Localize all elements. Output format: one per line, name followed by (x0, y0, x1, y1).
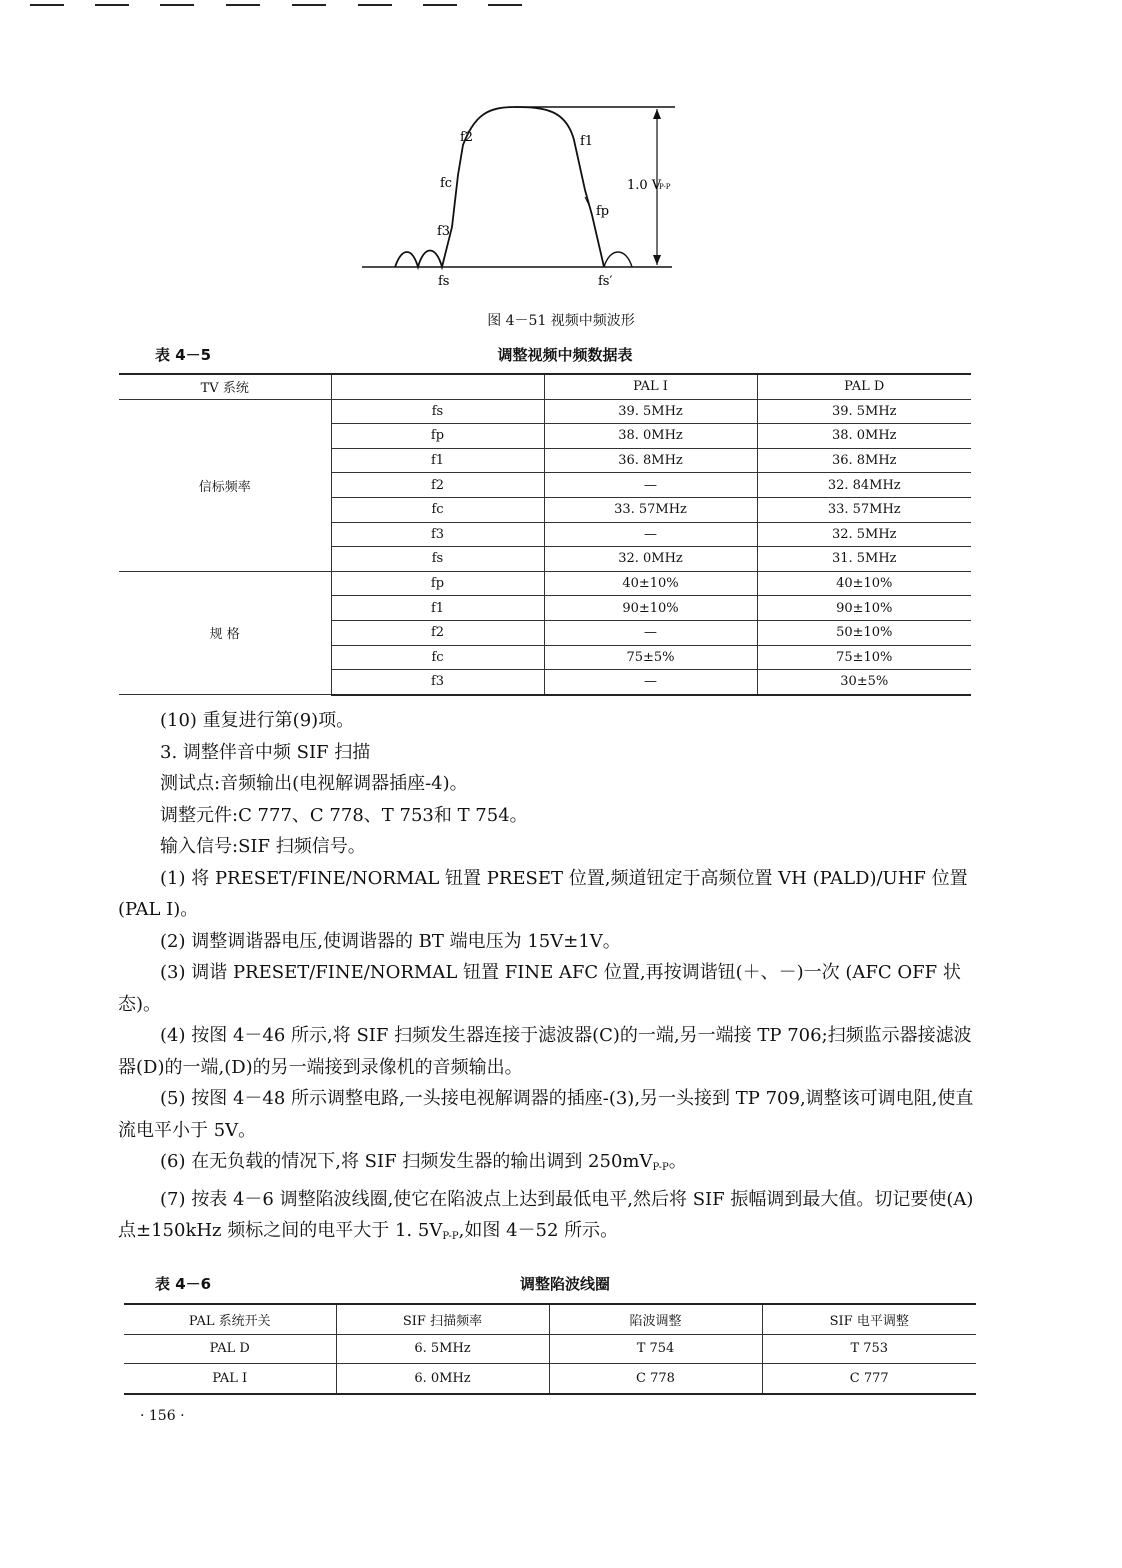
pal-i-cell: — (544, 473, 757, 498)
paragraph: (1) 将 PRESET/FINE/NORMAL 钮置 PRESET 位置,频道钮定于高频位置 VH (PALD)/UHF 位置(PAL I)。 (118, 867, 968, 920)
freq-cell: fc (331, 497, 544, 522)
pal-d-cell: 50±10% (757, 620, 971, 645)
pal-i-cell: — (544, 670, 757, 695)
body-text (118, 705, 980, 1253)
top-edge-marks (30, 0, 530, 6)
label-amplitude: 1.0 V (627, 178, 662, 193)
label-f2: f2 (460, 130, 474, 145)
paragraph-text: (7) 按表 4－6 调整陷波线圈,使它在陷波点上达到最低电平,然后将 SIF 振幅调到最大值。切记要使(A)点±150kHz 频标之间的电平大于 1. 5V (118, 1188, 974, 1241)
header-cell: PAL 系统开关 (124, 1304, 336, 1334)
pal-d-cell: 33. 57MHz (757, 497, 971, 522)
paragraph (118, 1184, 980, 1253)
table-header-row (119, 374, 971, 399)
table-cell: T 753 (762, 1334, 976, 1364)
group-cell-specification: 规 格 (119, 571, 331, 694)
table-cell: PAL I (124, 1364, 336, 1394)
pal-i-cell: 75±5% (544, 645, 757, 670)
table-header-row (124, 1304, 976, 1334)
table-cell: C 778 (549, 1364, 762, 1394)
pal-i-cell: 40±10% (544, 571, 757, 596)
freq-cell: fs (331, 547, 544, 572)
section-heading: 3. 调整伴音中频 SIF 扫描 (160, 741, 371, 763)
table45-number: 表 4－5 (155, 346, 212, 364)
header-cell (331, 374, 544, 399)
pal-i-cell: 39. 5MHz (544, 399, 757, 424)
pal-d-cell: 75±10% (757, 645, 971, 670)
group-cell-beacon-frequency: 信标频率 (119, 399, 331, 571)
pal-i-cell: 38. 0MHz (544, 424, 757, 449)
pal-i-cell: 90±10% (544, 596, 757, 621)
pal-d-cell: 32. 84MHz (757, 473, 971, 498)
pal-d-cell: 36. 8MHz (757, 448, 971, 473)
pal-d-cell: 38. 0MHz (757, 424, 971, 449)
paragraph-text: (6) 在无负载的情况下,将 SIF 扫频发生器的输出调到 250mV (160, 1151, 653, 1172)
pal-d-cell: 39. 5MHz (757, 399, 971, 424)
page-number: · 156 · (140, 1408, 185, 1424)
pal-d-cell: 30±5% (757, 670, 971, 695)
freq-cell: f2 (331, 473, 544, 498)
freq-cell: f2 (331, 620, 544, 645)
table-row (124, 1334, 976, 1364)
table-cell: 6. 0MHz (336, 1364, 549, 1394)
freq-cell: f3 (331, 522, 544, 547)
waveform-svg (340, 85, 700, 300)
freq-cell: fc (331, 645, 544, 670)
header-cell: PAL I (544, 374, 757, 399)
freq-cell: f1 (331, 596, 544, 621)
paragraph: 输入信号:SIF 扫频信号。 (160, 836, 366, 857)
paragraph-text: ,如图 4－52 所示。 (458, 1220, 619, 1241)
pal-i-cell: 36. 8MHz (544, 448, 757, 473)
header-cell: SIF 扫描频率 (336, 1304, 549, 1334)
header-cell: SIF 电平调整 (762, 1304, 976, 1334)
paragraph-text: 。 (668, 1151, 687, 1172)
pal-d-cell: 31. 5MHz (757, 547, 971, 572)
pal-i-cell: 33. 57MHz (544, 497, 757, 522)
label-fs: fs (438, 274, 450, 289)
label-fc: fc (440, 176, 453, 191)
pal-d-cell: 40±10% (757, 571, 971, 596)
table-cell: T 754 (549, 1334, 762, 1364)
label-fp: fp (596, 204, 610, 219)
freq-cell: fp (331, 571, 544, 596)
header-cell: TV 系统 (119, 374, 331, 399)
table-row (119, 571, 971, 596)
paragraph: (2) 调整调谐器电压,使调谐器的 BT 端电压为 15V±1V。 (160, 930, 621, 952)
freq-cell: f1 (331, 448, 544, 473)
table-cell: 6. 5MHz (336, 1334, 549, 1364)
paragraph: (3) 调谐 PRESET/FINE/NORMAL 钮置 FINE AFC 位置,再按调谐钮(＋、－)一次 (AFC OFF 状态)。 (118, 962, 961, 1015)
label-f3: f3 (437, 224, 451, 239)
table-row (119, 399, 971, 424)
paragraph: 测试点:音频输出(电视解调器插座-4)。 (160, 773, 468, 794)
table45 (119, 373, 971, 696)
header-cell: 陷波调整 (549, 1304, 762, 1334)
label-amplitude-sub: P-P (659, 183, 671, 191)
label-fs-prime: fs′ (598, 274, 613, 289)
pal-d-cell: 32. 5MHz (757, 522, 971, 547)
label-f1: f1 (580, 134, 594, 149)
subscript: P-P (652, 1162, 669, 1173)
paragraph: (4) 按图 4－46 所示,将 SIF 扫频发生器连接于滤波器(C)的一端,另一端接 TP 706;扫频监示器接滤波器(D)的一端,(D)的另一端接到录像机的音频输出。 (118, 1025, 972, 1078)
freq-cell: fs (331, 399, 544, 424)
pal-i-cell: — (544, 522, 757, 547)
pal-d-cell: 90±10% (757, 596, 971, 621)
table-cell: C 777 (762, 1364, 976, 1394)
table-cell: PAL D (124, 1334, 336, 1364)
pal-i-cell: 32. 0MHz (544, 547, 757, 572)
table46-title: 调整陷波线圈 (519, 1275, 610, 1293)
pal-i-cell: — (544, 620, 757, 645)
video-if-waveform-figure (340, 85, 700, 300)
paragraph: 调整元件:C 777、C 778、T 753和 T 754。 (160, 804, 528, 826)
freq-cell: fp (331, 424, 544, 449)
paragraph: (5) 按图 4－48 所示调整电路,一头接电视解调器的插座-(3),另一头接到 TP 709,调整该可调电阻,使直流电平小于 5V。 (118, 1088, 974, 1141)
freq-cell: f3 (331, 670, 544, 695)
paragraph: (10) 重复进行第(9)项。 (160, 710, 355, 731)
figure-caption: 图 4－51 视频中频波形 (487, 313, 635, 329)
header-cell: PAL D (757, 374, 971, 399)
table-row (124, 1364, 976, 1394)
table45-title: 调整视频中频数据表 (497, 346, 633, 364)
table46-number: 表 4－6 (155, 1275, 212, 1293)
table46 (124, 1303, 976, 1395)
paragraph (118, 1146, 980, 1184)
subscript: P-P (442, 1231, 459, 1242)
